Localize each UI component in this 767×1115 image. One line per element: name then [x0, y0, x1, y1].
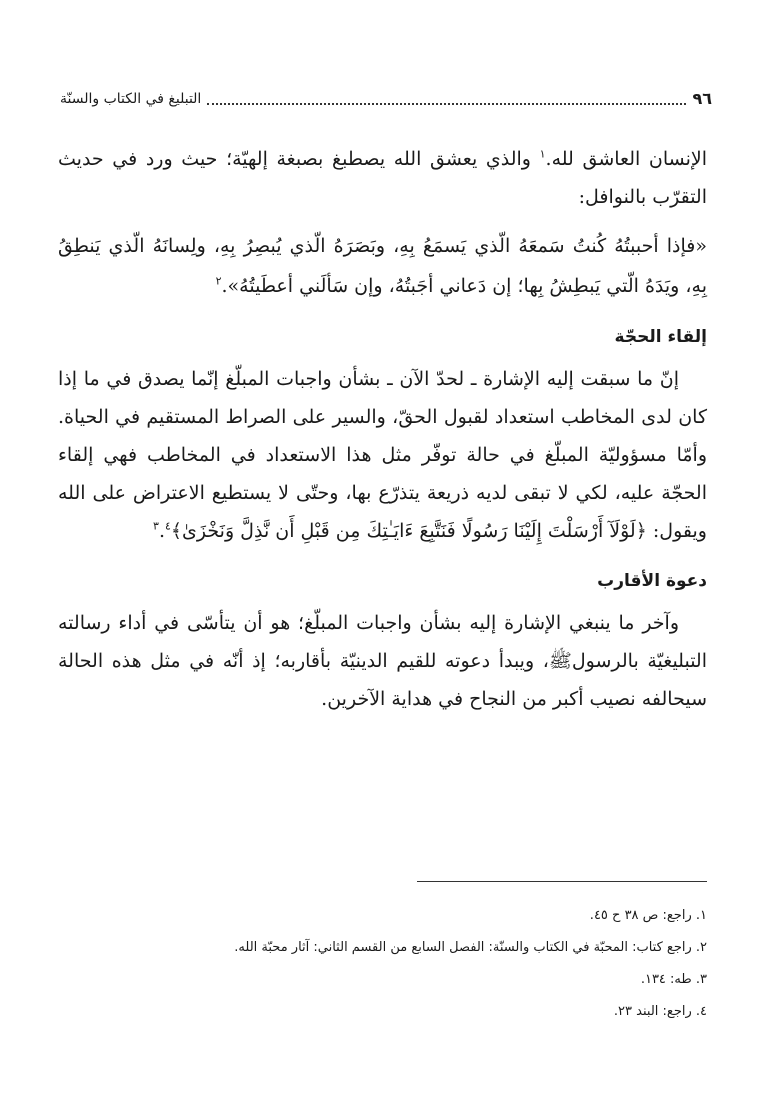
footnotes	[60, 900, 707, 1028]
header-dot-leader	[207, 103, 686, 105]
footnote-ref-3: ٣	[153, 519, 159, 533]
section-heading-relatives: دعوة الأقارب	[597, 571, 707, 591]
footnote: ٤. راجع: البند ٢٣.	[613, 1004, 707, 1019]
intro-text-continued: والذي يعشق الله يصطبغ بصبغة إلهيّة؛ حيث ورد في حديث التقرّب بالنوافل:	[58, 148, 707, 208]
hadith-quote	[58, 226, 707, 306]
section-relatives-paragraph: وآخر ما ينبغي الإشارة إليه بشأن واجبات المبلّغ؛ هو أن يتأسّى في أداء رسالته التبليغيّة بالرسولﷺ، ويبدأ دعوته للقيم الدينيّة بأقاربه؛ إذ أنّه في مثل هذه الحالة سيحالفه نصيب أكبر من النجاح في هداية الآخرين.	[58, 612, 707, 710]
section-argument-text: إنّ ما سبقت إليه الإشارة ـ لحدّ الآن ـ بشأن واجبات المبلّغ إنّما يصدق في ما إذا كان لدى المخاطب استعداد لقبول الحقّ، والسير على الصراط المستقيم في الحياة. وأمّا مسؤوليّة المبلّغ في حالة توفّر مثل هذا الاستعداد في المخاطب فهي إلقاء الحجّة عليه، لكي لا تبقى لديه ذريعة يتذرّع بها، وحتّى لا يستطيع الاعتراض على الله ويقول:	[58, 368, 707, 542]
footnote: ٢. راجع كتاب: المحبّة في الكتاب والسنّة: الفصل السابع من القسم الثاني: آثار محبّة الله.	[234, 940, 707, 955]
section-argument-paragraph: إنّ ما سبقت إليه الإشارة ـ لحدّ الآن ـ بشأن واجبات المبلّغ إنّما يصدق في ما إذا كان لدى المخاطب استعداد لقبول الحقّ، والسير على الصراط المستقيم في الحياة. وأمّا مسؤوليّة المبلّغ في حالة توفّر مثل هذا الاستعداد في المخاطب فهي إلقاء الحجّة عليه، لكي لا تبقى لديه ذريعة يتذرّع بها، وحتّى لا يستطيع الاعتراض على الله ويقول: ﴿لَوْلَآ أَرْسَلْتَ إِلَيْنَا رَسُولًا فَنَتَّبِعَ ءَايَـٰتِكَ مِن قَبْلِ أَن نَّذِلَّ وَنَخْزَىٰ﴾$^٣$.$^٤$	[58, 368, 707, 542]
footnote: ٣. طه: ١٣٤.	[640, 972, 707, 987]
running-title: التبليغ في الكتاب والسنّة	[60, 91, 202, 107]
footnote-separator	[417, 881, 707, 882]
page-number: ٩٦	[692, 89, 712, 108]
running-header	[60, 88, 712, 110]
quran-verse: ﴿لَوْلَآ أَرْسَلْتَ إِلَيْنَا رَسُولًا فَنَتَّبِعَ ءَايَـٰتِكَ مِن قَبْلِ أَن نَّذِلَّ وَنَخْزَىٰ﴾	[170, 520, 647, 542]
page-content	[58, 140, 707, 718]
footnote-ref-4: ٤	[164, 519, 171, 533]
footnote-ref-1: ١	[539, 147, 546, 161]
hadith-text: «فإذا أحببتُهُ كُنتُ سَمعَهُ الّذي يَسمَعُ بِهِ، وبَصَرَهُ الّذي يُبصِرُ بِهِ، ولِسانَهُ الّذي يَنطِقُ بِهِ، ويَدَهُ الّتي يَبطِشُ بِها؛ إن دَعاني أجَبتُهُ، وإن سَألَني أعطَيتُهُ».	[58, 235, 707, 297]
footnote-ref-2: ٢	[215, 274, 222, 288]
intro-paragraph	[58, 140, 707, 216]
intro-text: الإنسان العاشق لله.	[545, 148, 707, 170]
section-heading-argument: إلقاء الحجّة	[614, 327, 707, 347]
footnote: ١. راجع: ص ٣٨ ح ٤٥.	[589, 908, 707, 923]
